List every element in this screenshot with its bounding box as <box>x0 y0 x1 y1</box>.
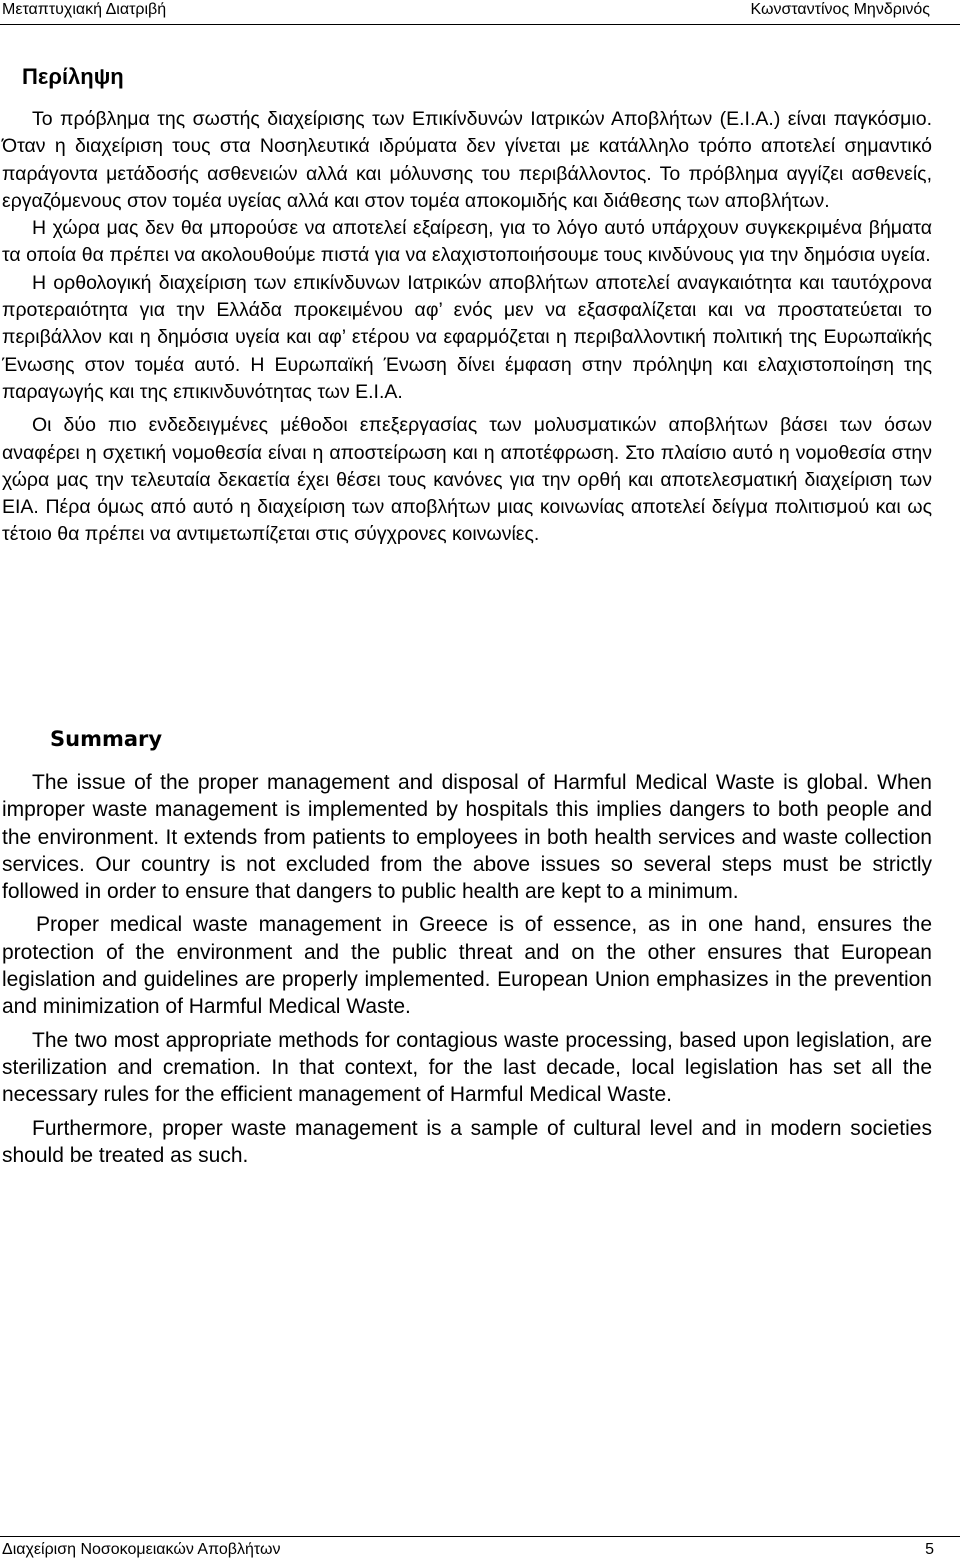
greek-paragraph: Η ορθολογική διαχείριση των επικίνδυνων Ιατρικών αποβλήτων αποτελεί αναγκαιότητα και ταυτόχρονα προτεραιότητα για την Ελλάδα προκειμένου αφ’ ενός μεν να εξασφαλίζεται και να προστατεύεται το περιβάλλον και η δημόσια υγεία και αφ’ ετέρου να εφαρμόζεται η περιβαλλοντική πολιτική της Ευρωπαϊκής Ένωσης στον τομέα αυτό. Η Ευρωπαϊκή Ένωση δίνει έμφαση στην πρόληψη και ελαχιστοποίηση της παραγωγής και της επικινδυνότητας των Ε.Ι.Α. <box>2 271 932 403</box>
page-header <box>0 0 960 25</box>
english-summary-title: Summary <box>50 727 163 751</box>
english-paragraph: The issue of the proper management and disposal of Harmful Medical Waste is global. When improper waste management is implemented by hospitals this implies dangers to both people and the environment. It extends from patients to employees in both health services and waste collection services. Our country is not excluded from the above issues so several steps must be strictly followed in order to ensure that dangers to public health are kept to a minimum. <box>2 771 932 904</box>
page-footer <box>0 1536 960 1563</box>
greek-paragraph: Το πρόβλημα της σωστής διαχείρισης των Επικίνδυνών Ιατρικών Αποβλήτων (Ε.Ι.Α.) είναι παγκόσμιο. Όταν η διαχείριση τους στα Νοσηλευτικά ιδρύματα δεν γίνεται με κατάλληλο τρόπο αποτελεί σημαντικό παράγοντα μετάδοσής ασθενειών αλλά και μόλυνσης του περιβάλλοντος. Το πρόβλημα αγγίζει ασθενείς, εργαζόμενους στον τομέα υγείας αλλά και στον τομέα αποκομιδής και διάθεσης των αποβλήτων. <box>2 108 932 212</box>
footer-document-title: Διαχείριση Νοσοκομειακών Αποβλήτων <box>2 1541 281 1558</box>
header-thesis-type: Μεταπτυχιακή Διατριβή <box>2 1 167 18</box>
english-paragraph: Proper medical waste management in Greece is of essence, as in one hand, ensures the protection of the environment and the public threat and on the other ensures that European legislation and guidelines are properly implemented. European Union emphasizes in the prevention and minimization of Harmful Medical Waste. <box>2 913 932 1019</box>
greek-paragraph: Οι δύο πιο ενδεδειγμένες μέθοδοι επεξεργασίας των μολυσματικών αποβλήτων βάσει των όσων αναφέρει η σχετική νομοθεσία είναι η αποστείρωση και η αποτέφρωση. Στο πλαίσιο αυτό η νομοθεσία στην χώρα μας την τελευταία δεκαετία έχει θέσει τους κανόνες για την ορθή και αποτελεσματική διαχείριση των ΕΙΑ. Πέρα όμως από αυτό η διαχείριση των αποβλήτων μιας κοινωνίας αποτελεί δείγμα πολιτισμού και ως τέτοιο θα πρέπει να αντιμετωπίζεται στις σύγχρονες κοινωνίες. <box>2 414 932 546</box>
greek-abstract-title: Περίληψη <box>22 64 124 89</box>
greek-abstract-body <box>2 106 932 549</box>
page-number: 5 <box>925 1541 934 1558</box>
english-paragraph: Furthermore, proper waste management is a sample of cultural level and in modern societies should be treated as such. <box>2 1116 932 1167</box>
english-paragraph: The two most appropriate methods for contagious waste processing, based upon legislation, are sterilization and cremation. In that context, for the last decade, local legislation has set all the necessary rules for the efficient management of Harmful Medical Waste. <box>2 1028 932 1107</box>
header-author: Κωνσταντίνος Μηνδρινός <box>750 1 930 18</box>
greek-paragraph: Η χώρα μας δεν θα μπορούσε να αποτελεί εξαίρεση, για το λόγο αυτό υπάρχουν συγκεκριμένα βήματα τα οποία θα πρέπει να ακολουθούμε πιστά για να ελαχιστοποιήσουμε τους κινδύνους για την δημόσια υγεία. <box>2 217 932 267</box>
english-summary-body <box>2 769 932 1169</box>
